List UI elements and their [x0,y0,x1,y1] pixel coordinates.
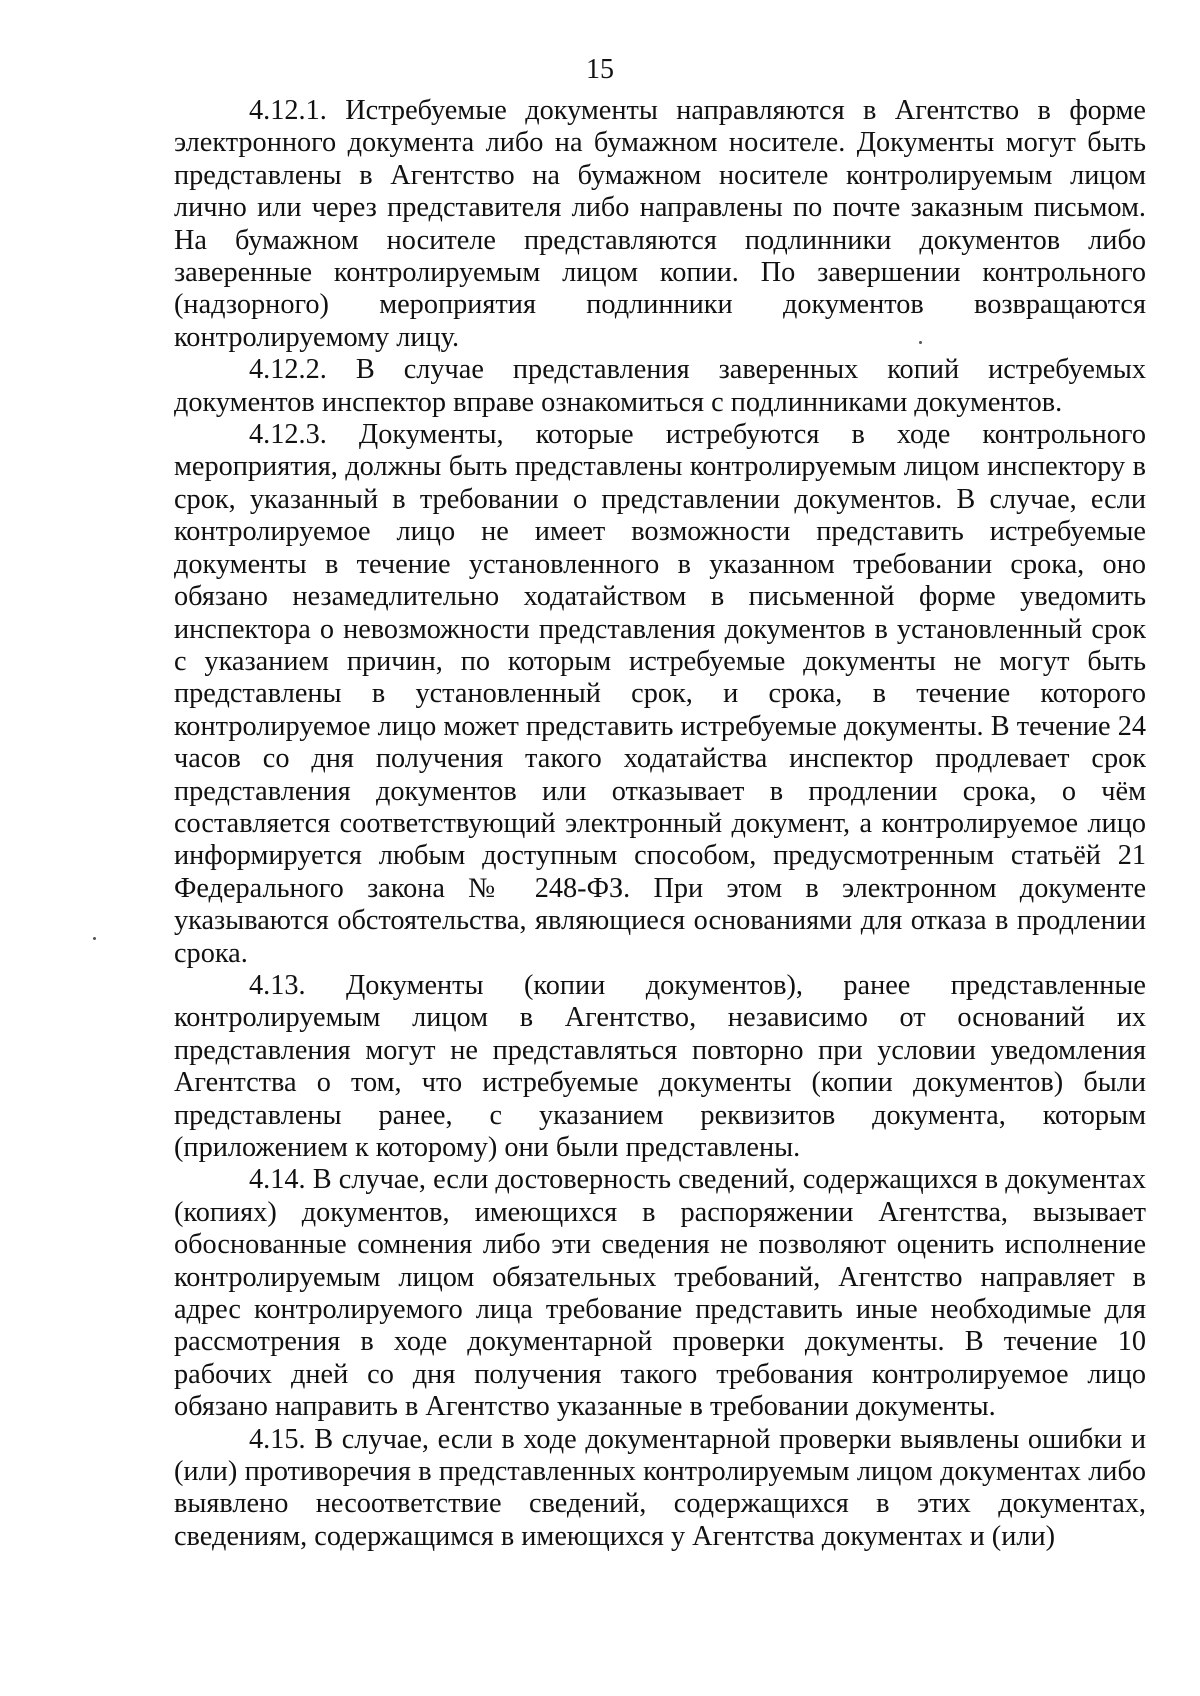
paragraph-4-13: 4.13. Документы (копии документов), ранее представленные контролируемым лицом в Агентство, независимо от оснований их представления могут не представляться повторно при условии уведомления Агентства о том, что истребуемые документы (копии документов) были представлены ранее, с указанием реквизитов документа, которым (приложением к которому) они были представлены. [174,969,1146,1163]
paragraph-4-12-1: 4.12.1. Истребуемые документы направляются в Агентство в форме электронного документа либо на бумажном носителе. Документы могут быть представлены в Агентство на бумажном носителе контролируемым лицом лично или через представителя либо направлены по почте заказным письмом. На бумажном носителе представляются подлинники документов либо заверенные контролируемым лицом копии. По завершении контрольного (надзорного) мероприятия подлинники документов возвращаются контролируемому лицу. [174,95,1146,353]
paragraph-4-14: 4.14. В случае, если достоверность сведений, содержащихся в документах (копиях) документов, имеющихся в распоряжении Агентства, вызывает обоснованные сомнения либо эти сведения не позволяют оценить исполнение контролируемым лицом обязательных требований, Агентство направляет в адрес контролируемого лица требование представить иные необходимые для рассмотрения в ходе документарной проверки документы. В течение 10 рабочих дней со дня получения такого требования контролируемое лицо обязано направить в Агентство указанные в требовании документы. [174,1164,1146,1423]
page-number: 15 [586,54,614,85]
paragraph-4-15: 4.15. В случае, если в ходе документарной проверки выявлены ошибки и (или) противоречия в представленных контролируемым лицом документах либо выявлено несоответствие сведений, содержащихся в этих документах, сведениям, содержащимся в имеющихся у Агентства документах и (или) [174,1423,1146,1552]
paragraph-4-12-3: 4.12.3. Документы, которые истребуются в ходе контрольного мероприятия, должны быть представлены контролируемым лицом инспектору в срок, указанный в требовании о представлении документов. В случае, если контролируемое лицо не имеет возможности представить истребуемые документы в течение установленного в указанном требовании срока, оно обязано незамедлительно ходатайством в письменной форме уведомить инспектора о невозможности представления документов в установленный срок с указанием причин, по которым истребуемые документы не могут быть представлены в установленный срок, и срока, в течение которого контролируемое лицо может представить истребуемые документы. В течение 24 часов со дня получения такого ходатайства инспектор продлевает срок представления документов или отказывает в продлении срока, о чём составляется соответствующий электронный документ, а контролируемое лицо информируется любым доступным способом, предусмотренным статьёй 21 Федерального закона № 248-ФЗ. При этом в электронном документе указываются обстоятельства, являющиеся основаниями для отказа в продлении срока. [174,419,1146,969]
document-body [174,95,1146,1553]
scan-speck [93,937,96,940]
scan-speck [919,341,922,344]
paragraph-4-12-2: 4.12.2. В случае представления заверенных копий истребуемых документов инспектор вправе ознакомиться с подлинниками документов. [174,354,1146,418]
